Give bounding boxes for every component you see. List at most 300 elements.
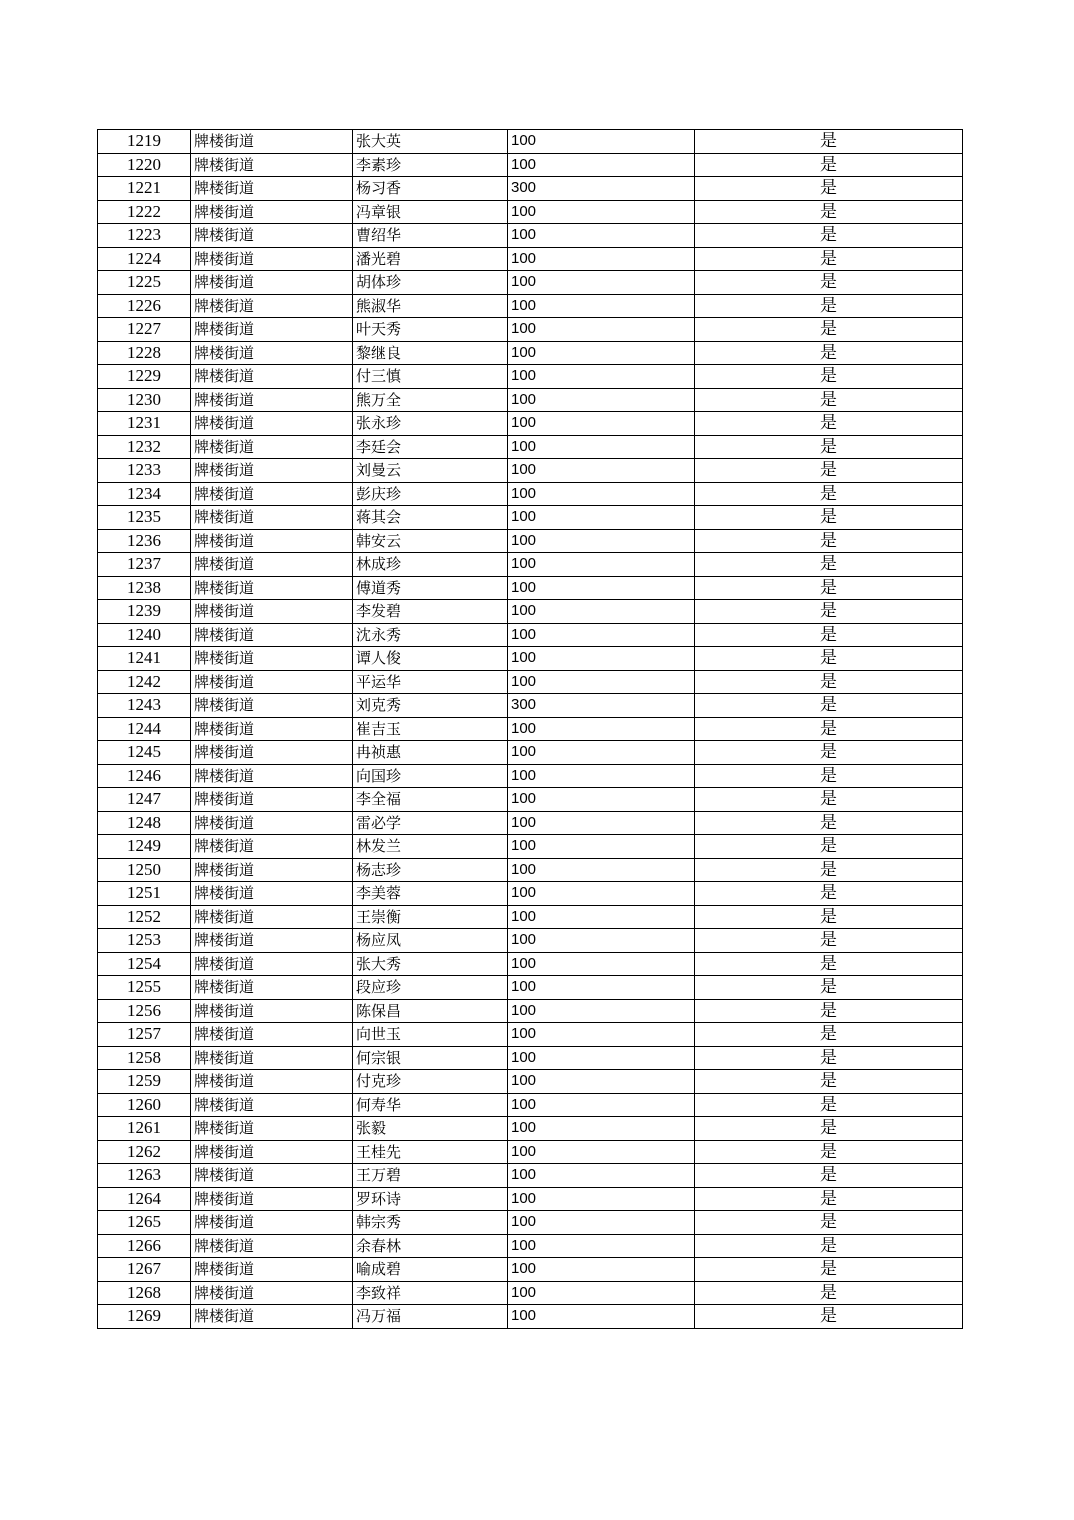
name-cell: 谭人俊 — [353, 647, 508, 671]
amount-cell: 100 — [508, 529, 695, 553]
street-cell: 牌楼街道 — [191, 623, 353, 647]
amount-cell: 100 — [508, 1281, 695, 1305]
table-row — [98, 1093, 963, 1117]
status-cell: 是 — [695, 788, 963, 812]
name-cell: 曹绍华 — [353, 224, 508, 248]
amount-cell: 100 — [508, 482, 695, 506]
status-cell: 是 — [695, 529, 963, 553]
row-number: 1220 — [98, 153, 191, 177]
row-number: 1261 — [98, 1117, 191, 1141]
name-cell: 彭庆珍 — [353, 482, 508, 506]
street-cell: 牌楼街道 — [191, 506, 353, 530]
row-number: 1241 — [98, 647, 191, 671]
table-row — [98, 412, 963, 436]
name-cell: 胡体珍 — [353, 271, 508, 295]
table-row — [98, 365, 963, 389]
row-number: 1234 — [98, 482, 191, 506]
name-cell: 杨志珍 — [353, 858, 508, 882]
row-number: 1242 — [98, 670, 191, 694]
street-cell: 牌楼街道 — [191, 929, 353, 953]
street-cell: 牌楼街道 — [191, 811, 353, 835]
street-cell: 牌楼街道 — [191, 412, 353, 436]
status-cell: 是 — [695, 1234, 963, 1258]
amount-cell: 100 — [508, 788, 695, 812]
name-cell: 熊淑华 — [353, 294, 508, 318]
street-cell: 牌楼街道 — [191, 741, 353, 765]
street-cell: 牌楼街道 — [191, 130, 353, 154]
name-cell: 杨习香 — [353, 177, 508, 201]
row-number: 1264 — [98, 1187, 191, 1211]
street-cell: 牌楼街道 — [191, 764, 353, 788]
row-number: 1266 — [98, 1234, 191, 1258]
status-cell: 是 — [695, 1093, 963, 1117]
street-cell: 牌楼街道 — [191, 153, 353, 177]
name-cell: 刘克秀 — [353, 694, 508, 718]
amount-cell: 100 — [508, 459, 695, 483]
data-table — [97, 129, 963, 1329]
amount-cell: 100 — [508, 294, 695, 318]
table-row — [98, 435, 963, 459]
name-cell: 王桂先 — [353, 1140, 508, 1164]
name-cell: 李素珍 — [353, 153, 508, 177]
table-row — [98, 647, 963, 671]
name-cell: 李致祥 — [353, 1281, 508, 1305]
status-cell: 是 — [695, 341, 963, 365]
status-cell: 是 — [695, 600, 963, 624]
status-cell: 是 — [695, 764, 963, 788]
table-row — [98, 341, 963, 365]
street-cell: 牌楼街道 — [191, 294, 353, 318]
status-cell: 是 — [695, 952, 963, 976]
row-number: 1268 — [98, 1281, 191, 1305]
status-cell: 是 — [695, 717, 963, 741]
table-row — [98, 1258, 963, 1282]
street-cell: 牌楼街道 — [191, 1070, 353, 1094]
amount-cell: 100 — [508, 1305, 695, 1329]
table-row — [98, 1234, 963, 1258]
row-number: 1255 — [98, 976, 191, 1000]
table-row — [98, 482, 963, 506]
table-row — [98, 999, 963, 1023]
name-cell: 王万碧 — [353, 1164, 508, 1188]
amount-cell: 100 — [508, 1211, 695, 1235]
amount-cell: 100 — [508, 341, 695, 365]
status-cell: 是 — [695, 1305, 963, 1329]
street-cell: 牌楼街道 — [191, 600, 353, 624]
status-cell: 是 — [695, 153, 963, 177]
table-row — [98, 694, 963, 718]
name-cell: 李美蓉 — [353, 882, 508, 906]
status-cell: 是 — [695, 200, 963, 224]
name-cell: 韩安云 — [353, 529, 508, 553]
name-cell: 张毅 — [353, 1117, 508, 1141]
amount-cell: 100 — [508, 553, 695, 577]
status-cell: 是 — [695, 1258, 963, 1282]
status-cell: 是 — [695, 741, 963, 765]
amount-cell: 100 — [508, 811, 695, 835]
status-cell: 是 — [695, 858, 963, 882]
status-cell: 是 — [695, 435, 963, 459]
table-row — [98, 247, 963, 271]
amount-cell: 100 — [508, 1093, 695, 1117]
row-number: 1262 — [98, 1140, 191, 1164]
street-cell: 牌楼街道 — [191, 318, 353, 342]
table-row — [98, 459, 963, 483]
status-cell: 是 — [695, 506, 963, 530]
name-cell: 喻成碧 — [353, 1258, 508, 1282]
status-cell: 是 — [695, 224, 963, 248]
street-cell: 牌楼街道 — [191, 459, 353, 483]
name-cell: 冉祯惠 — [353, 741, 508, 765]
name-cell: 冯万福 — [353, 1305, 508, 1329]
name-cell: 黎继良 — [353, 341, 508, 365]
street-cell: 牌楼街道 — [191, 905, 353, 929]
table-row — [98, 1187, 963, 1211]
amount-cell: 100 — [508, 647, 695, 671]
status-cell: 是 — [695, 929, 963, 953]
amount-cell: 100 — [508, 153, 695, 177]
name-cell: 罗环诗 — [353, 1187, 508, 1211]
street-cell: 牌楼街道 — [191, 717, 353, 741]
row-number: 1254 — [98, 952, 191, 976]
table-row — [98, 858, 963, 882]
row-number: 1263 — [98, 1164, 191, 1188]
amount-cell: 100 — [508, 1117, 695, 1141]
name-cell: 平运华 — [353, 670, 508, 694]
street-cell: 牌楼街道 — [191, 647, 353, 671]
name-cell: 向国珍 — [353, 764, 508, 788]
table-row — [98, 1305, 963, 1329]
street-cell: 牌楼街道 — [191, 200, 353, 224]
amount-cell: 100 — [508, 1187, 695, 1211]
status-cell: 是 — [695, 271, 963, 295]
table-row — [98, 670, 963, 694]
amount-cell: 100 — [508, 999, 695, 1023]
row-number: 1239 — [98, 600, 191, 624]
status-cell: 是 — [695, 1070, 963, 1094]
status-cell: 是 — [695, 1023, 963, 1047]
amount-cell: 100 — [508, 1164, 695, 1188]
amount-cell: 100 — [508, 858, 695, 882]
street-cell: 牌楼街道 — [191, 1164, 353, 1188]
amount-cell: 100 — [508, 435, 695, 459]
street-cell: 牌楼街道 — [191, 1093, 353, 1117]
status-cell: 是 — [695, 976, 963, 1000]
row-number: 1228 — [98, 341, 191, 365]
status-cell: 是 — [695, 1164, 963, 1188]
amount-cell: 100 — [508, 764, 695, 788]
status-cell: 是 — [695, 905, 963, 929]
street-cell: 牌楼街道 — [191, 576, 353, 600]
amount-cell: 100 — [508, 224, 695, 248]
table-row — [98, 1281, 963, 1305]
status-cell: 是 — [695, 247, 963, 271]
name-cell: 熊万全 — [353, 388, 508, 412]
table-row — [98, 1140, 963, 1164]
row-number: 1257 — [98, 1023, 191, 1047]
name-cell: 张永珍 — [353, 412, 508, 436]
amount-cell: 100 — [508, 1046, 695, 1070]
status-cell: 是 — [695, 1140, 963, 1164]
amount-cell: 100 — [508, 365, 695, 389]
row-number: 1219 — [98, 130, 191, 154]
street-cell: 牌楼街道 — [191, 388, 353, 412]
table-row — [98, 177, 963, 201]
row-number: 1248 — [98, 811, 191, 835]
table-row — [98, 952, 963, 976]
street-cell: 牌楼街道 — [191, 365, 353, 389]
status-cell: 是 — [695, 1046, 963, 1070]
row-number: 1221 — [98, 177, 191, 201]
row-number: 1253 — [98, 929, 191, 953]
status-cell: 是 — [695, 670, 963, 694]
street-cell: 牌楼街道 — [191, 1281, 353, 1305]
name-cell: 崔吉玉 — [353, 717, 508, 741]
table-row — [98, 835, 963, 859]
amount-cell: 100 — [508, 1070, 695, 1094]
row-number: 1250 — [98, 858, 191, 882]
status-cell: 是 — [695, 576, 963, 600]
table-row — [98, 318, 963, 342]
status-cell: 是 — [695, 553, 963, 577]
row-number: 1246 — [98, 764, 191, 788]
row-number: 1265 — [98, 1211, 191, 1235]
table-row — [98, 1023, 963, 1047]
row-number: 1230 — [98, 388, 191, 412]
status-cell: 是 — [695, 623, 963, 647]
amount-cell: 100 — [508, 271, 695, 295]
amount-cell: 100 — [508, 929, 695, 953]
status-cell: 是 — [695, 1187, 963, 1211]
status-cell: 是 — [695, 482, 963, 506]
street-cell: 牌楼街道 — [191, 1258, 353, 1282]
row-number: 1269 — [98, 1305, 191, 1329]
amount-cell: 100 — [508, 130, 695, 154]
row-number: 1233 — [98, 459, 191, 483]
amount-cell: 100 — [508, 1258, 695, 1282]
row-number: 1258 — [98, 1046, 191, 1070]
table-row — [98, 271, 963, 295]
name-cell: 韩宗秀 — [353, 1211, 508, 1235]
name-cell: 潘光碧 — [353, 247, 508, 271]
table-row — [98, 388, 963, 412]
street-cell: 牌楼街道 — [191, 1187, 353, 1211]
row-number: 1267 — [98, 1258, 191, 1282]
street-cell: 牌楼街道 — [191, 482, 353, 506]
street-cell: 牌楼街道 — [191, 999, 353, 1023]
status-cell: 是 — [695, 1211, 963, 1235]
status-cell: 是 — [695, 999, 963, 1023]
name-cell: 付克珍 — [353, 1070, 508, 1094]
street-cell: 牌楼街道 — [191, 1046, 353, 1070]
table-row — [98, 1046, 963, 1070]
row-number: 1260 — [98, 1093, 191, 1117]
table-row — [98, 506, 963, 530]
status-cell: 是 — [695, 388, 963, 412]
row-number: 1222 — [98, 200, 191, 224]
table-row — [98, 741, 963, 765]
row-number: 1231 — [98, 412, 191, 436]
street-cell: 牌楼街道 — [191, 788, 353, 812]
street-cell: 牌楼街道 — [191, 1211, 353, 1235]
name-cell: 李全福 — [353, 788, 508, 812]
table-row — [98, 1211, 963, 1235]
row-number: 1235 — [98, 506, 191, 530]
street-cell: 牌楼街道 — [191, 224, 353, 248]
name-cell: 叶天秀 — [353, 318, 508, 342]
name-cell: 余春林 — [353, 1234, 508, 1258]
table-row — [98, 553, 963, 577]
table-row — [98, 717, 963, 741]
amount-cell: 100 — [508, 412, 695, 436]
table-row — [98, 294, 963, 318]
amount-cell: 100 — [508, 670, 695, 694]
table-row — [98, 1164, 963, 1188]
street-cell: 牌楼街道 — [191, 858, 353, 882]
amount-cell: 100 — [508, 576, 695, 600]
row-number: 1225 — [98, 271, 191, 295]
street-cell: 牌楼街道 — [191, 1023, 353, 1047]
amount-cell: 300 — [508, 694, 695, 718]
table-row — [98, 882, 963, 906]
amount-cell: 100 — [508, 1234, 695, 1258]
amount-cell: 100 — [508, 506, 695, 530]
status-cell: 是 — [695, 177, 963, 201]
status-cell: 是 — [695, 1281, 963, 1305]
table-row — [98, 153, 963, 177]
name-cell: 冯章银 — [353, 200, 508, 224]
table-row — [98, 224, 963, 248]
amount-cell: 100 — [508, 200, 695, 224]
status-cell: 是 — [695, 882, 963, 906]
status-cell: 是 — [695, 318, 963, 342]
row-number: 1226 — [98, 294, 191, 318]
street-cell: 牌楼街道 — [191, 952, 353, 976]
street-cell: 牌楼街道 — [191, 882, 353, 906]
street-cell: 牌楼街道 — [191, 435, 353, 459]
row-number: 1251 — [98, 882, 191, 906]
row-number: 1236 — [98, 529, 191, 553]
name-cell: 王崇衡 — [353, 905, 508, 929]
table-row — [98, 200, 963, 224]
row-number: 1249 — [98, 835, 191, 859]
street-cell: 牌楼街道 — [191, 1117, 353, 1141]
table-body — [98, 130, 963, 1329]
street-cell: 牌楼街道 — [191, 247, 353, 271]
name-cell: 何宗银 — [353, 1046, 508, 1070]
table-row — [98, 764, 963, 788]
street-cell: 牌楼街道 — [191, 976, 353, 1000]
row-number: 1237 — [98, 553, 191, 577]
name-cell: 张大英 — [353, 130, 508, 154]
table-row — [98, 130, 963, 154]
row-number: 1227 — [98, 318, 191, 342]
table-row — [98, 576, 963, 600]
status-cell: 是 — [695, 130, 963, 154]
amount-cell: 100 — [508, 741, 695, 765]
table-row — [98, 600, 963, 624]
name-cell: 向世玉 — [353, 1023, 508, 1047]
table-row — [98, 623, 963, 647]
table-row — [98, 976, 963, 1000]
table-row — [98, 1117, 963, 1141]
amount-cell: 100 — [508, 717, 695, 741]
row-number: 1256 — [98, 999, 191, 1023]
amount-cell: 100 — [508, 600, 695, 624]
row-number: 1244 — [98, 717, 191, 741]
table-row — [98, 1070, 963, 1094]
street-cell: 牌楼街道 — [191, 1305, 353, 1329]
street-cell: 牌楼街道 — [191, 341, 353, 365]
row-number: 1223 — [98, 224, 191, 248]
amount-cell: 100 — [508, 388, 695, 412]
status-cell: 是 — [695, 647, 963, 671]
row-number: 1245 — [98, 741, 191, 765]
row-number: 1259 — [98, 1070, 191, 1094]
amount-cell: 300 — [508, 177, 695, 201]
street-cell: 牌楼街道 — [191, 271, 353, 295]
street-cell: 牌楼街道 — [191, 1234, 353, 1258]
name-cell: 何寿华 — [353, 1093, 508, 1117]
street-cell: 牌楼街道 — [191, 553, 353, 577]
name-cell: 雷必学 — [353, 811, 508, 835]
name-cell: 张大秀 — [353, 952, 508, 976]
street-cell: 牌楼街道 — [191, 177, 353, 201]
status-cell: 是 — [695, 835, 963, 859]
table-row — [98, 529, 963, 553]
row-number: 1232 — [98, 435, 191, 459]
name-cell: 李发碧 — [353, 600, 508, 624]
status-cell: 是 — [695, 811, 963, 835]
name-cell: 李廷会 — [353, 435, 508, 459]
name-cell: 蒋其会 — [353, 506, 508, 530]
amount-cell: 100 — [508, 318, 695, 342]
street-cell: 牌楼街道 — [191, 529, 353, 553]
amount-cell: 100 — [508, 835, 695, 859]
street-cell: 牌楼街道 — [191, 835, 353, 859]
name-cell: 段应珍 — [353, 976, 508, 1000]
amount-cell: 100 — [508, 1140, 695, 1164]
row-number: 1243 — [98, 694, 191, 718]
row-number: 1238 — [98, 576, 191, 600]
amount-cell: 100 — [508, 247, 695, 271]
amount-cell: 100 — [508, 623, 695, 647]
status-cell: 是 — [695, 294, 963, 318]
status-cell: 是 — [695, 412, 963, 436]
table-row — [98, 788, 963, 812]
amount-cell: 100 — [508, 905, 695, 929]
row-number: 1247 — [98, 788, 191, 812]
amount-cell: 100 — [508, 952, 695, 976]
row-number: 1252 — [98, 905, 191, 929]
table-row — [98, 905, 963, 929]
amount-cell: 100 — [508, 1023, 695, 1047]
name-cell: 杨应凤 — [353, 929, 508, 953]
street-cell: 牌楼街道 — [191, 670, 353, 694]
status-cell: 是 — [695, 694, 963, 718]
table-row — [98, 811, 963, 835]
name-cell: 刘曼云 — [353, 459, 508, 483]
name-cell: 林成珍 — [353, 553, 508, 577]
row-number: 1224 — [98, 247, 191, 271]
name-cell: 沈永秀 — [353, 623, 508, 647]
amount-cell: 100 — [508, 976, 695, 1000]
amount-cell: 100 — [508, 882, 695, 906]
name-cell: 付三慎 — [353, 365, 508, 389]
row-number: 1229 — [98, 365, 191, 389]
street-cell: 牌楼街道 — [191, 1140, 353, 1164]
status-cell: 是 — [695, 459, 963, 483]
